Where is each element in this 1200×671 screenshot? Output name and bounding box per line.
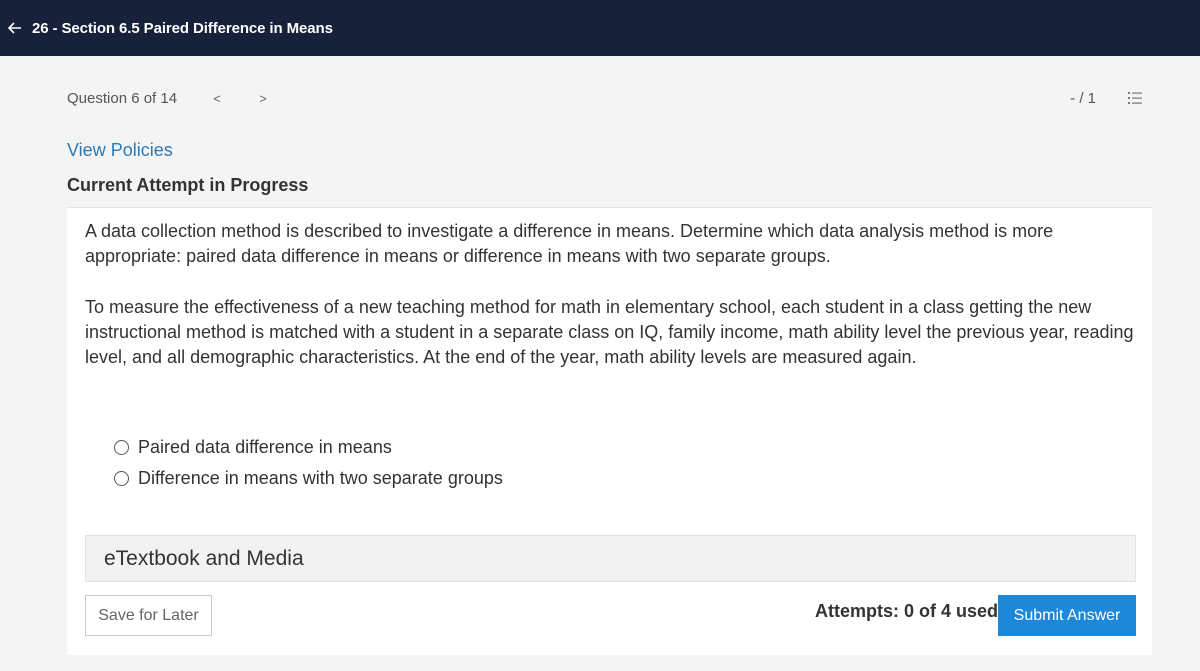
attempts-counter: Attempts: 0 of 4 used bbox=[815, 601, 999, 621]
previous-question-button[interactable]: < bbox=[213, 90, 221, 106]
save-for-later-button[interactable]: Save for Later bbox=[85, 595, 212, 636]
radio-button[interactable] bbox=[114, 471, 129, 486]
assignment-title: 26 - Section 6.5 Paired Difference in Means bbox=[32, 19, 333, 37]
answer-option-label: Paired data difference in means bbox=[138, 437, 392, 457]
answer-option-paired[interactable] bbox=[114, 432, 503, 463]
next-question-button[interactable]: > bbox=[259, 90, 267, 106]
answer-options bbox=[114, 432, 503, 494]
question-prompt: A data collection method is described to investigate a difference in means. Determine which data analysis method is more appropriate: paired data difference in means or difference in means with two separate groups. bbox=[85, 221, 1054, 266]
arrow-left-icon[interactable] bbox=[4, 17, 26, 39]
answer-option-two-groups[interactable] bbox=[114, 463, 503, 494]
question-score: - / 1 bbox=[1070, 89, 1096, 107]
question-counter: Question 6 of 14 bbox=[67, 89, 178, 107]
list-icon[interactable] bbox=[1126, 89, 1144, 107]
policies-panel bbox=[67, 140, 1152, 208]
answer-option-label: Difference in means with two separate groups bbox=[138, 468, 503, 488]
etextbook-media-panel[interactable]: eTextbook and Media bbox=[85, 535, 1136, 582]
question-scenario: To measure the effectiveness of a new teaching method for math in elementary school, each student in a class getting the new instructional method is matched with a student in a separate class on IQ, family income, math ability level the previous year, reading level, and all demographic characteristics. At the end of the year, math ability levels are measured again. bbox=[85, 297, 1134, 367]
radio-button[interactable] bbox=[114, 440, 129, 455]
question-navigation bbox=[67, 86, 1152, 110]
view-policies-link[interactable]: View Policies bbox=[67, 140, 173, 160]
attempt-status-heading: Current Attempt in Progress bbox=[67, 175, 309, 195]
submit-answer-button[interactable]: Submit Answer bbox=[998, 595, 1136, 636]
divider bbox=[67, 207, 1152, 208]
top-bar bbox=[0, 0, 1200, 56]
